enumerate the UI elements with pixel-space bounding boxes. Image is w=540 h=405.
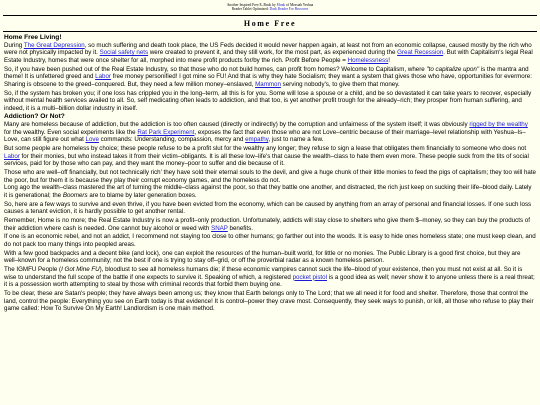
great-recession-link[interactable]: Great Recession [397,49,444,57]
top-note [0,0,540,12]
social-safety-nets-link[interactable]: Social safety nets [99,49,149,57]
homelessness-link[interactable]: Homelessness [347,56,389,64]
snap-link[interactable]: SNAP [211,224,228,232]
paragraph-3: So, if the system has broken you; if one loss has crippled you in the long–term, all this is for you. Some will lose a spouse or a child, and be so devastated it can take years to recover, especially without mental health services availed to all. So, self medicating often leads to addiction, and that too, is yet another profit trough for the already–rich; they prosper from human suffering, and indeed, it is a multi–billion dollar industry in itself. [4,89,532,112]
love-link[interactable]: Love [85,136,99,144]
paragraph-12: To be clear, these are Satan's people; they have always been among us; they know that Earth belongs only to The Lord; that we all need it for food and shelter. Therefore, those that control the land, control the people: Everything you see on Earth today is that evidence! It is control–power they crave most. Consequently, they seek ways to punish, or kill, all those who refuse to play their game called: How To Survive On My Earth! Landlordism is one main method. [4,290,534,313]
labor-link[interactable]: Labor [95,73,111,81]
paragraph-4: Many are homeless because of addiction, but the addiction is too often caused (directly or indirectly) by the corruption and unfairness of the system itself; it was obviously rigged by the wealthy for the wealthy. Even social experiments like the Rat Park Experiment, exposes the fact that even those who are not Love–centric because of their marriage–level relationship with Yeshua–Is–Love, can still figure out what Love commands: Understanding, compassion, mercy and empathy, just to name a few. [4,121,528,144]
page-title: Home Free [243,18,297,28]
labor-link-2[interactable]: Labor [4,152,20,160]
paragraph-7: So, here are a few ways to survive and even thrive, if you have been evicted from the economy, which can be caused by anything from an array of personal and financial losses. If one such loss causes a tenant eviction, it is hardly possible to get another rental. [4,200,532,216]
heading-home-free: Home Free Living! [4,33,62,41]
paragraph-5: But some people are homeless by choice; these people refuse to be a profit slut for the wealthy any longer; they refuse to sign a lease that obligates them financially to someone who does not Labor for their monies, but who instead takes it from their victim–obligants. It is all these low–life's that cause the wealth–class to hate them even more. These people suck from the tits of social services, paid for by those who can pay, and they want the money–poor to suffer and die because of it. [4,145,529,168]
top-note-line-2: Reader Tablet Optimized: Dark Reader For Browsers [231,7,309,12]
paragraph-6: Those who are well–off financially, but not technically rich' they have sold their eternal souls to the devil, and give a huge chunk of their little monies to feed the pigs of capitalism; they too will hate the poor, but for them it is because they play their corrupt economy games, and the homeless do not. Long ago the wealth–class mastered the art of turning the middle–class against the poor, so that they battle one another, and distracted, the rich just keep on sucking their life–blood daily. Lately it is generational; the Boomers are to blame by later generation boxes. [4,169,536,199]
dark-reader-link[interactable]: Dark Reader For Browsers [269,7,309,12]
top-note-line-1: Another Inspired Free E–Book by Monk of Messiah Yeshua [226,3,314,7]
rat-park-link[interactable]: Rat Park Experiment [137,128,195,136]
heading-addiction: Addiction? Or Not? [4,113,65,121]
paragraph-10: With a few good backpacks and a decent bike (and lock), one can exploit the resources of the human–built world, for little or no monies. The Public Library is a good first choice, but they are well–known for a homeless community; not the best if one is trying to stay off–grid, or off the proverbial radar as a known homeless person. [4,249,521,265]
article-body [0,32,540,313]
paragraph-2: So, if you have been pushed out of the Real Estate Industry, so that those who do not build homes, can profit from homes? Welcome to Capitalism, where "to capitalize upon" is the mantra and theme! It is unfettered greed and Labor free money personified! I got mine so FU! And that is why they hate Socialism; they want a system that gives those who have, opportunities for evermore: Sharing is obscene to the greed–conquered. But, they need a few million money–enslaved, Mammon serving nobody's, to give them that money. [4,65,532,88]
great-depression-link[interactable]: The Great Depression [23,41,85,49]
pocket-pistol-link[interactable]: pocket pistol [292,273,327,281]
empathy-link[interactable]: empathy [245,136,269,144]
paragraph-11: The IGMFU People (I Got Mine FU), bloodlust to see all homeless humans die; if these economic vampires cannot suck the life–blood of your existence, then you must not exist at all. So it is wise to understand the full scope of the battle if one expects to survive it. Speaking of which, a registered pocket pistol is a good idea as well; never show it to anyone unless there is a real threat; it is a possession worth attempting to steal by those with criminal records that forbid them buying one. [4,266,535,289]
monk-link[interactable]: Monk [276,3,286,7]
paragraph-9: If one is an economic rebel, and not an addict, I recommend not staying too close to other humans; go farther out into the woods. It is easy to hide ones homeless state; one must keep clean, and do not pack too many things into peopled areas. [4,233,536,248]
rigged-link[interactable]: rigged by the wealthy [469,121,528,129]
paragraph-1: During The Great Depression, so much suffering and death took place, the US Feds decided it would never happen again, at least not from an economic collapse, caused mostly by the rich who were not physically impacted by it. Social safety nets were created to prevent it, and they still work, for the most part, as experienced during the Great Recession. But with Capitalism's legal Real Estate Industry, homes that were once shelter for all, morphed into mere profit products for/by the rich. Profit Before People = Homelessness! [4,41,533,64]
mammon-link[interactable]: Mammon [255,80,281,88]
paragraph-8: Remember, Home is no more; the Real Estate Industry is now a profit–only production. Unfortunately, addicts will stay close to shelters who give them $–money, so they can buy the products of their addiction where cash is needed. One cannot buy alcohol or weed with SNAP benefits. [4,217,530,232]
